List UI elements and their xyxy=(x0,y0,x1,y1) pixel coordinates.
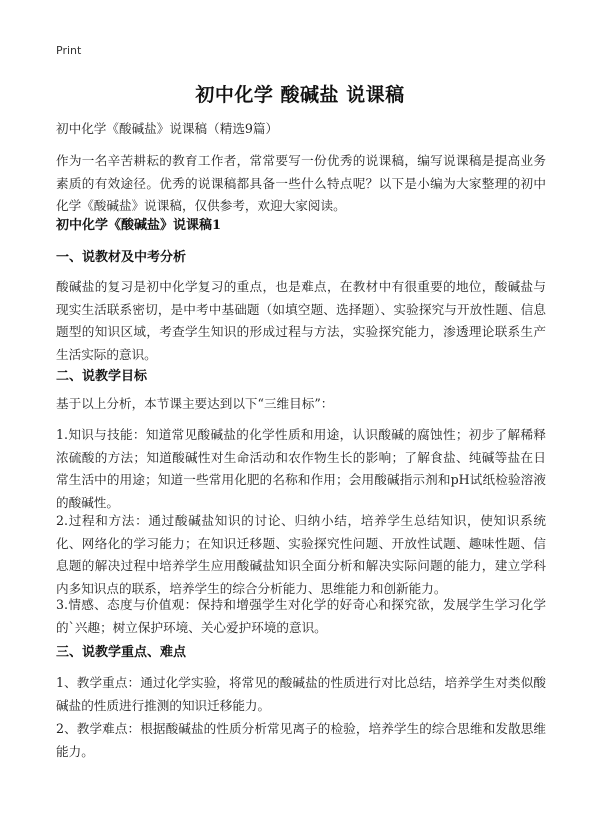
heading-teaching-goals: 二、说教学目标 xyxy=(56,369,148,384)
paragraph-textbook-analysis: 酸碱盐的复习是初中化学复习的重点，也是难点，在教材中有很重要的地位，酸碱盐与现实生活联系密切，是中考中基础题（如填空题、选择题）、实验探究与开放性题、信息题型的知识区域，考查学生知识的形成过程与方法，实验探究能力，渗透理论联系生产生活实际的意识。 xyxy=(56,279,546,362)
print-link[interactable]: Print xyxy=(56,44,82,57)
heading-textbook-analysis: 一、说教材及中考分析 xyxy=(56,250,187,265)
paragraph-knowledge-skills: 1.知识与技能：知道常见酸碱盐的化学性质和用途，认识酸碱的腐蚀性；初步了解稀释浓硫酸的方法；知道酸碱性对生命活动和农作物生长的影响；了解食盐、纯碱等盐在日常生活中的用途；知道一些常用化肥的名称和作用；会用酸碱指示剂和pH试纸检验溶液的酸碱性。 xyxy=(56,427,546,510)
heading-key-points: 三、说教学重点、难点 xyxy=(56,645,187,660)
intro-paragraph: 作为一名辛苦耕耘的教育工作者，常常要写一份优秀的说课稿，编写说课稿是提高业务素质的有效途径。优秀的说课稿都具备一些什么特点呢？以下是小编为大家整理的初中化学《酸碱盐》说课稿，仅供参考，欢迎大家阅读。 xyxy=(56,153,546,213)
section-title: 初中化学《酸碱盐》说课稿1 xyxy=(56,218,222,233)
document-subtitle: 初中化学《酸碱盐》说课稿（精选9篇） xyxy=(56,121,279,136)
paragraph-key-point: 1、教学重点：通过化学实验，将常见的酸碱盐的性质进行对比总结，培养学生对类似酸碱盐的性质进行推测的知识迁移能力。 xyxy=(56,675,546,713)
document-title: 初中化学 酸碱盐 说课稿 xyxy=(195,84,405,106)
paragraph-difficult-point: 2、教学难点：根据酸碱盐的性质分析常见离子的检验，培养学生的综合思维和发散思维能力。 xyxy=(56,721,546,759)
paragraph-emotion-values: 3.情感、态度与价值观：保持和增强学生对化学的好奇心和探究欲，发展学生学习化学的`兴趣；树立保护环境、关心爱护环境的意识。 xyxy=(56,597,546,635)
paragraph-process-methods: 2.过程和方法：通过酸碱盐知识的讨论、归纳小结，培养学生总结知识，使知识系统化、网络化的学习能力；在知识迁移题、实验探究性问题、开放性试题、趣味性题、信息题的解决过程中培养学生应用酸碱盐知识全面分析和解决实际问题的能力，建立学科内多知识点的联系，培养学生的综合分析能力、思维能力和创新能力。 xyxy=(56,513,546,596)
paragraph-goals-intro: 基于以上分析，本节课主要达到以下“三维目标”： xyxy=(56,396,334,411)
